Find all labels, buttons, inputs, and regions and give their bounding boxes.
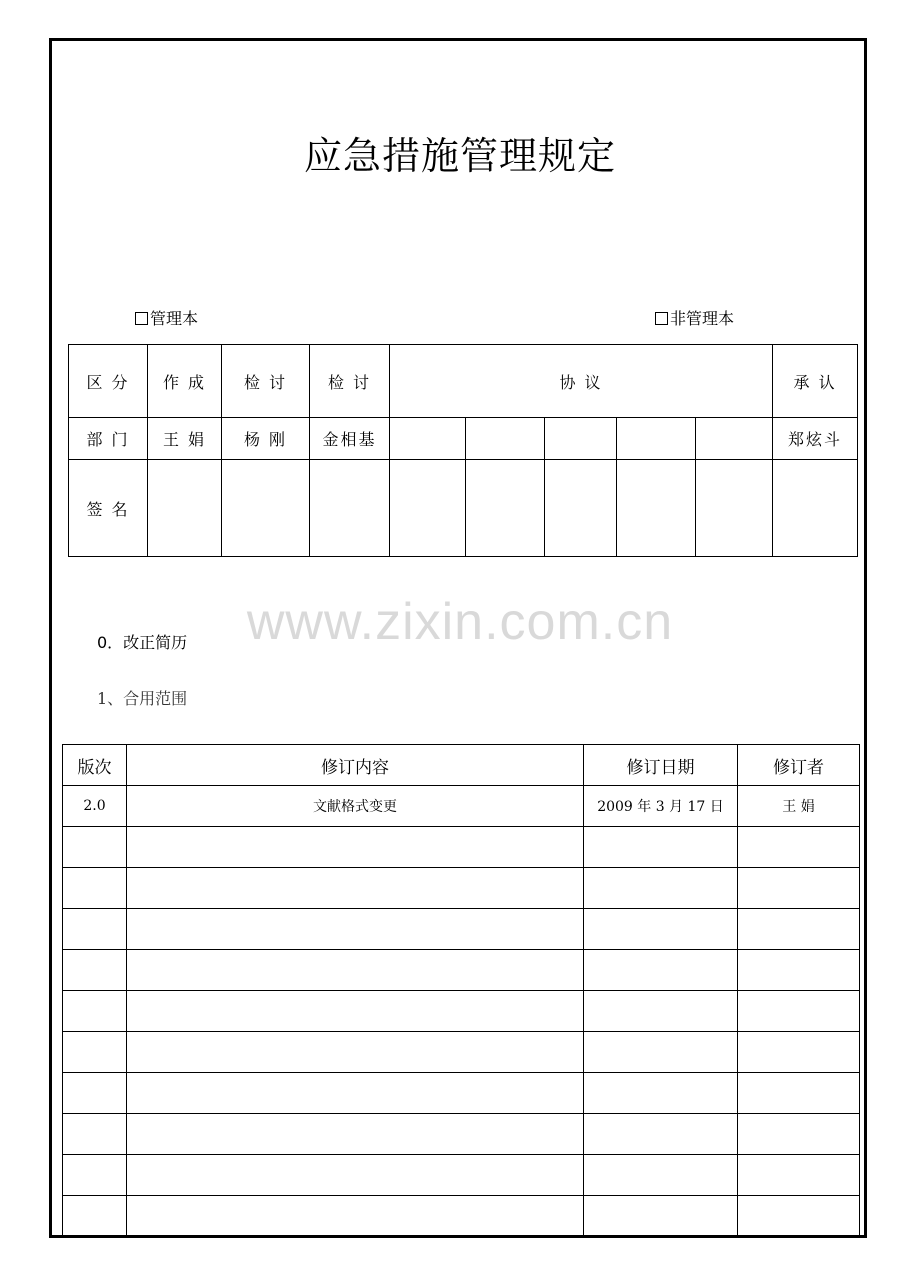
empty-cell[interactable]: [63, 909, 127, 950]
approval-head-review-2: 检 讨: [310, 345, 390, 418]
empty-cell[interactable]: [584, 909, 738, 950]
approval-dept-consult-2[interactable]: [466, 418, 545, 460]
approval-label-signature: 签 名: [69, 460, 148, 557]
empty-cell[interactable]: [584, 991, 738, 1032]
approval-dept-consult-4[interactable]: [617, 418, 696, 460]
empty-cell[interactable]: [127, 827, 584, 868]
empty-cell[interactable]: [584, 1032, 738, 1073]
empty-cell[interactable]: [63, 827, 127, 868]
table-row: [63, 868, 860, 909]
empty-cell[interactable]: [738, 827, 860, 868]
history-header-date: 修订日期: [584, 745, 738, 786]
table-row: [63, 909, 860, 950]
empty-cell[interactable]: [584, 827, 738, 868]
signature-cell[interactable]: [222, 460, 310, 557]
empty-cell[interactable]: [738, 868, 860, 909]
table-row: [63, 827, 860, 868]
empty-cell[interactable]: [63, 1114, 127, 1155]
approval-table: [68, 344, 858, 557]
approval-dept-prepare: 王 娟: [148, 418, 222, 460]
signature-cell[interactable]: [545, 460, 617, 557]
table-row: [63, 1196, 860, 1237]
empty-cell[interactable]: [127, 1073, 584, 1114]
empty-cell[interactable]: [63, 991, 127, 1032]
empty-cell[interactable]: [63, 950, 127, 991]
history-author: 王 娟: [738, 786, 860, 827]
table-row: [63, 1155, 860, 1196]
non-management-copy-checkbox[interactable]: [655, 306, 734, 329]
approval-dept-review-1: 杨 刚: [222, 418, 310, 460]
empty-cell[interactable]: [63, 1196, 127, 1237]
management-copy-label: 管理本: [150, 309, 199, 328]
empty-cell[interactable]: [63, 1032, 127, 1073]
empty-cell[interactable]: [63, 1073, 127, 1114]
table-row: [63, 1114, 860, 1155]
empty-cell[interactable]: [127, 1196, 584, 1237]
empty-cell[interactable]: [127, 950, 584, 991]
history-header-version: 版次: [63, 745, 127, 786]
approval-label-department: 部 门: [69, 418, 148, 460]
empty-cell[interactable]: [738, 1032, 860, 1073]
empty-cell[interactable]: [738, 950, 860, 991]
signature-cell[interactable]: [696, 460, 773, 557]
table-row: [63, 1032, 860, 1073]
approval-head-approve: 承 认: [773, 345, 858, 418]
empty-cell[interactable]: [584, 1114, 738, 1155]
signature-cell[interactable]: [773, 460, 858, 557]
empty-cell[interactable]: [584, 1073, 738, 1114]
signature-cell[interactable]: [617, 460, 696, 557]
empty-cell[interactable]: [127, 909, 584, 950]
history-header-author: 修订者: [738, 745, 860, 786]
empty-cell[interactable]: [738, 1073, 860, 1114]
signature-cell[interactable]: [148, 460, 222, 557]
approval-row-signature: [69, 460, 858, 557]
approval-row-header: [69, 345, 858, 418]
approval-dept-consult-3[interactable]: [545, 418, 617, 460]
management-copy-checkbox[interactable]: [135, 306, 198, 329]
checkbox-icon[interactable]: [135, 312, 148, 325]
history-version: 2.0: [63, 786, 127, 827]
empty-cell[interactable]: [63, 1155, 127, 1196]
table-row: [63, 991, 860, 1032]
empty-cell[interactable]: [127, 1114, 584, 1155]
approval-head-consult: 协 议: [390, 345, 773, 418]
signature-cell[interactable]: [310, 460, 390, 557]
history-header-row: [63, 745, 860, 786]
table-row: [63, 950, 860, 991]
empty-cell[interactable]: [738, 1196, 860, 1237]
empty-cell[interactable]: [127, 991, 584, 1032]
history-content: 文献格式变更: [127, 786, 584, 827]
watermark: www.zixin.com.cn: [246, 593, 674, 651]
empty-cell[interactable]: [738, 1155, 860, 1196]
approval-label-category: 区 分: [69, 345, 148, 418]
empty-cell[interactable]: [127, 1155, 584, 1196]
empty-cell[interactable]: [584, 1155, 738, 1196]
non-management-copy-label: 非管理本: [670, 309, 735, 328]
revision-history-table: [62, 744, 860, 1237]
signature-cell[interactable]: [466, 460, 545, 557]
approval-dept-review-2: 金相基: [310, 418, 390, 460]
section-revision-history-heading: 0．改正简历: [97, 633, 188, 652]
approval-head-review-1: 检 讨: [222, 345, 310, 418]
signature-cell[interactable]: [390, 460, 466, 557]
approval-dept-approve: 郑炫斗: [773, 418, 858, 460]
document-title: 应急措施管理规定: [303, 134, 616, 178]
checkbox-icon[interactable]: [655, 312, 668, 325]
approval-row-department: [69, 418, 858, 460]
table-row: [63, 786, 860, 827]
approval-head-prepare: 作 成: [148, 345, 222, 418]
empty-cell[interactable]: [584, 868, 738, 909]
empty-cell[interactable]: [738, 909, 860, 950]
table-row: [63, 1073, 860, 1114]
section-scope-heading: 1、合用范围: [97, 689, 188, 708]
empty-cell[interactable]: [63, 868, 127, 909]
empty-cell[interactable]: [738, 991, 860, 1032]
approval-dept-consult-5[interactable]: [696, 418, 773, 460]
history-date: 2009 年 3 月 17 日: [584, 786, 738, 827]
approval-dept-consult-1[interactable]: [390, 418, 466, 460]
history-header-content: 修订内容: [127, 745, 584, 786]
empty-cell[interactable]: [738, 1114, 860, 1155]
empty-cell[interactable]: [584, 950, 738, 991]
empty-cell[interactable]: [584, 1196, 738, 1237]
empty-cell[interactable]: [127, 1032, 584, 1073]
empty-cell[interactable]: [127, 868, 584, 909]
